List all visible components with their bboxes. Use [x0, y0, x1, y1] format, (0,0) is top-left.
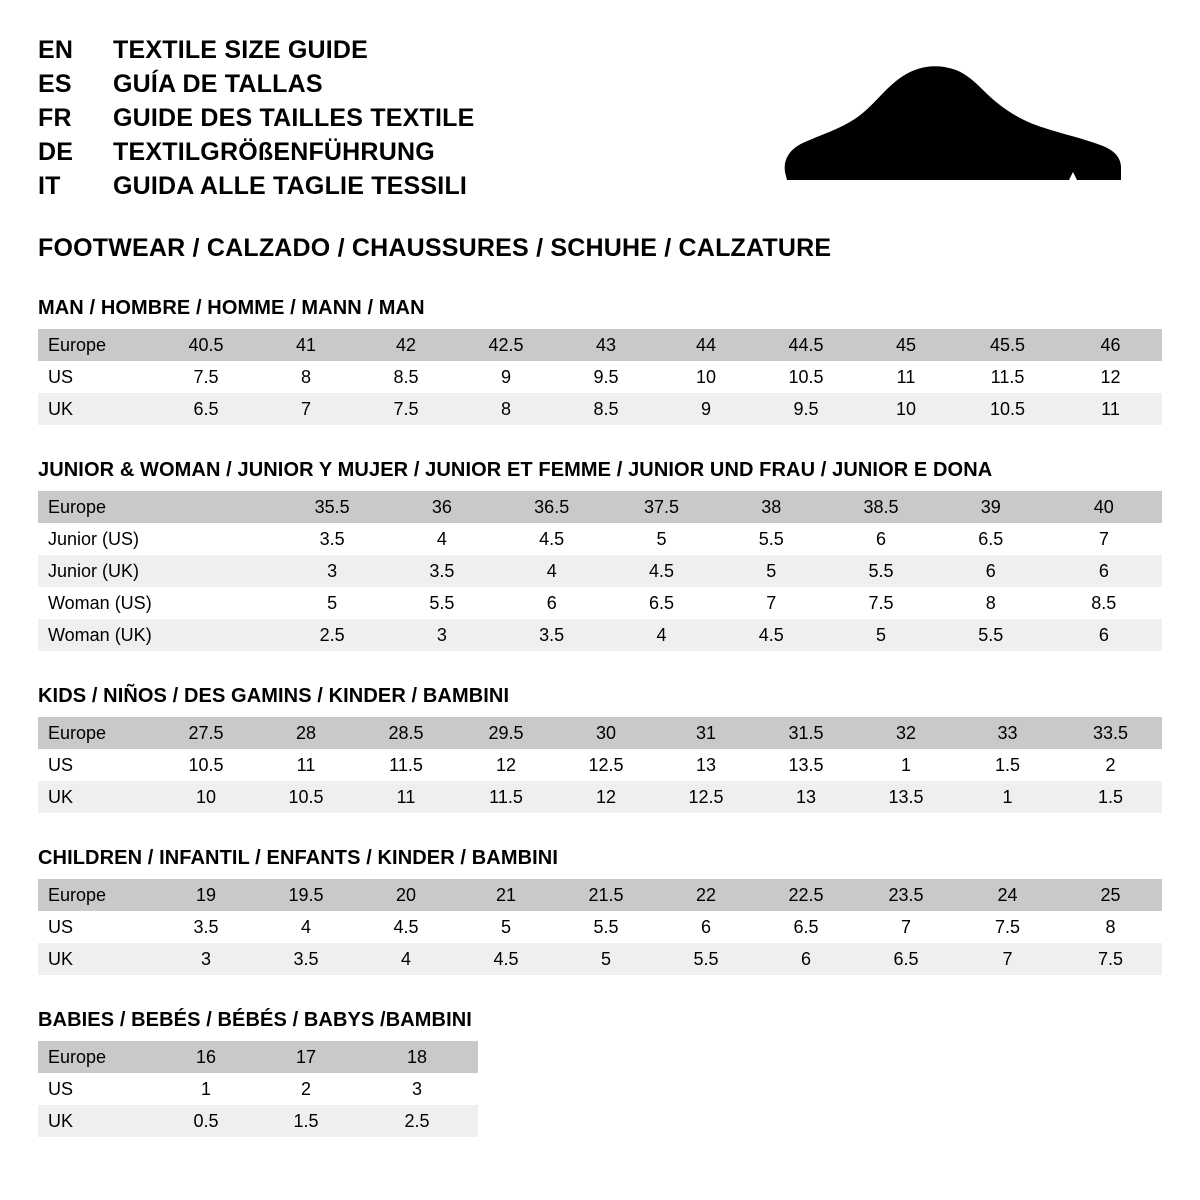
row-label: Europe — [38, 329, 156, 361]
cell: 4.5 — [456, 943, 556, 975]
language-code: FR — [38, 104, 72, 132]
cell: 7 — [256, 393, 356, 425]
section-title: CHILDREN / INFANTIL / ENFANTS / KINDER / BAMBINI — [38, 847, 558, 869]
cell: 3 — [356, 1073, 478, 1105]
cell: 12 — [556, 781, 656, 813]
table-row — [38, 1073, 478, 1105]
cell: 32 — [856, 717, 956, 749]
language-code: IT — [38, 172, 61, 200]
cell: 1.5 — [256, 1105, 356, 1137]
cell: 1 — [956, 781, 1059, 813]
size-table-man — [38, 329, 1162, 425]
cell: 12.5 — [556, 749, 656, 781]
row-label: UK — [38, 943, 156, 975]
cell: 27.5 — [156, 717, 256, 749]
cell: 5.5 — [826, 555, 936, 587]
cell: 35.5 — [277, 491, 387, 523]
cell: 31.5 — [756, 717, 856, 749]
cell: 3 — [387, 619, 497, 651]
cell: 36.5 — [497, 491, 607, 523]
cell: 0.5 — [156, 1105, 256, 1137]
language-row — [38, 72, 475, 97]
cell: 13 — [756, 781, 856, 813]
cell: 9.5 — [556, 361, 656, 393]
cell: 5.5 — [936, 619, 1046, 651]
cell: 4 — [497, 555, 607, 587]
cell: 19 — [156, 879, 256, 911]
cell: 5.5 — [656, 943, 756, 975]
cell: 11 — [856, 361, 956, 393]
cell: 36 — [387, 491, 497, 523]
cell: 2.5 — [277, 619, 387, 651]
cell: 17 — [256, 1041, 356, 1073]
language-code: ES — [38, 70, 72, 98]
cell: 7 — [856, 911, 956, 943]
cell: 8.5 — [356, 361, 456, 393]
cell — [168, 555, 278, 587]
row-label: US — [38, 1073, 156, 1105]
cell: 2 — [256, 1073, 356, 1105]
cell: 45.5 — [956, 329, 1059, 361]
section-junior-woman — [38, 459, 1162, 651]
cell: 22.5 — [756, 879, 856, 911]
cell: 24 — [956, 879, 1059, 911]
cell: 11 — [1059, 393, 1162, 425]
cell: 7 — [716, 587, 826, 619]
cell: 6.5 — [856, 943, 956, 975]
cell: 41 — [256, 329, 356, 361]
cell: 42 — [356, 329, 456, 361]
row-label: US — [38, 749, 156, 781]
cell — [168, 587, 278, 619]
section-title: JUNIOR & WOMAN / JUNIOR Y MUJER / JUNIOR ET FEMME / JUNIOR UND FRAU / JUNIOR E DONA — [38, 459, 993, 481]
cell: 43 — [556, 329, 656, 361]
table-row — [38, 749, 1162, 781]
cell: 12 — [456, 749, 556, 781]
cell — [168, 619, 278, 651]
cell: 20 — [356, 879, 456, 911]
cell: 1 — [156, 1073, 256, 1105]
language-row — [38, 106, 475, 131]
cell: 23.5 — [856, 879, 956, 911]
cell: 3.5 — [277, 523, 387, 555]
language-code: EN — [38, 36, 74, 64]
cell: 9 — [456, 361, 556, 393]
cell: 13 — [656, 749, 756, 781]
cell: 4 — [607, 619, 717, 651]
table-row — [38, 393, 1162, 425]
language-code: DE — [38, 138, 74, 166]
size-table-kids — [38, 717, 1162, 813]
size-table-babies — [38, 1041, 478, 1137]
cell: 7 — [1046, 523, 1162, 555]
header — [38, 30, 1162, 208]
cell: 11.5 — [956, 361, 1059, 393]
cell: 4 — [256, 911, 356, 943]
cell: 40.5 — [156, 329, 256, 361]
cell: 21.5 — [556, 879, 656, 911]
cell: 11.5 — [456, 781, 556, 813]
cell: 10 — [656, 361, 756, 393]
language-list — [38, 38, 475, 208]
cell: 8 — [1059, 911, 1162, 943]
table-row — [38, 1105, 478, 1137]
cell: 4 — [356, 943, 456, 975]
cell: 38 — [716, 491, 826, 523]
cell: 44.5 — [756, 329, 856, 361]
cell: 7 — [956, 943, 1059, 975]
table-row — [38, 555, 1162, 587]
table-row — [38, 717, 1162, 749]
cell: 9.5 — [756, 393, 856, 425]
size-table-children — [38, 879, 1162, 975]
cell: 8 — [936, 587, 1046, 619]
cell: 33.5 — [1059, 717, 1162, 749]
table-row — [38, 587, 1162, 619]
cell: 16 — [156, 1041, 256, 1073]
cell: 9 — [656, 393, 756, 425]
language-title: GUIDA ALLE TAGLIE TESSILI — [113, 172, 468, 200]
cell: 6 — [756, 943, 856, 975]
cell: 28.5 — [356, 717, 456, 749]
cell: 10.5 — [256, 781, 356, 813]
cell: 11.5 — [356, 749, 456, 781]
cell: 5 — [456, 911, 556, 943]
row-label: Europe — [38, 1041, 156, 1073]
cell: 18 — [356, 1041, 478, 1073]
cell: 28 — [256, 717, 356, 749]
row-label: Europe — [38, 879, 156, 911]
row-label: Europe — [38, 491, 168, 523]
cell: 1.5 — [1059, 781, 1162, 813]
section-children — [38, 847, 1162, 975]
cell: 8 — [256, 361, 356, 393]
table-row — [38, 943, 1162, 975]
cell: 5.5 — [716, 523, 826, 555]
dress-shoe-icon — [777, 60, 1127, 195]
table-row — [38, 911, 1162, 943]
row-label: Europe — [38, 717, 156, 749]
table-row — [38, 1041, 478, 1073]
cell: 4.5 — [607, 555, 717, 587]
section-title: BABIES / BEBÉS / BÉBÉS / BABYS /BAMBINI — [38, 1009, 472, 1031]
section-title: MAN / HOMBRE / HOMME / MANN / MAN — [38, 297, 425, 319]
table-row — [38, 781, 1162, 813]
cell: 5.5 — [387, 587, 497, 619]
cell: 6 — [936, 555, 1046, 587]
row-label: US — [38, 361, 156, 393]
cell: 6.5 — [936, 523, 1046, 555]
cell: 6.5 — [156, 393, 256, 425]
cell: 7.5 — [826, 587, 936, 619]
language-row — [38, 174, 475, 199]
cell: 7.5 — [156, 361, 256, 393]
row-label: Woman (US) — [38, 587, 168, 619]
section-title: KIDS / NIÑOS / DES GAMINS / KINDER / BAMBINI — [38, 685, 510, 707]
row-label: Junior (UK) — [38, 555, 168, 587]
cell: 3.5 — [387, 555, 497, 587]
cell: 13.5 — [856, 781, 956, 813]
cell: 8.5 — [1046, 587, 1162, 619]
cell: 6.5 — [607, 587, 717, 619]
section-kids — [38, 685, 1162, 813]
cell: 4.5 — [356, 911, 456, 943]
cell — [168, 491, 278, 523]
language-title: GUIDE DES TAILLES TEXTILE — [113, 104, 475, 132]
language-title: TEXTILGRÖßENFÜHRUNG — [113, 138, 435, 166]
cell: 29.5 — [456, 717, 556, 749]
cell: 4.5 — [716, 619, 826, 651]
cell: 7.5 — [1059, 943, 1162, 975]
table-row — [38, 619, 1162, 651]
cell: 7.5 — [956, 911, 1059, 943]
table-row — [38, 491, 1162, 523]
cell: 5.5 — [556, 911, 656, 943]
cell: 5 — [716, 555, 826, 587]
section-man — [38, 297, 1162, 425]
cell: 30 — [556, 717, 656, 749]
cell: 2.5 — [356, 1105, 478, 1137]
cell: 10.5 — [956, 393, 1059, 425]
cell: 3.5 — [497, 619, 607, 651]
size-table-junior-woman — [38, 491, 1162, 651]
language-row — [38, 140, 475, 165]
cell: 33 — [956, 717, 1059, 749]
cell: 4.5 — [497, 523, 607, 555]
cell: 3 — [277, 555, 387, 587]
cell: 11 — [356, 781, 456, 813]
cell: 6.5 — [756, 911, 856, 943]
cell: 44 — [656, 329, 756, 361]
cell: 40 — [1046, 491, 1162, 523]
cell: 10.5 — [756, 361, 856, 393]
cell: 37.5 — [607, 491, 717, 523]
row-label: US — [38, 911, 156, 943]
cell: 3.5 — [256, 943, 356, 975]
cell: 6 — [826, 523, 936, 555]
cell — [168, 523, 278, 555]
cell: 1.5 — [956, 749, 1059, 781]
cell: 38.5 — [826, 491, 936, 523]
row-label: Junior (US) — [38, 523, 168, 555]
table-row — [38, 523, 1162, 555]
language-row — [38, 38, 475, 63]
cell: 7.5 — [356, 393, 456, 425]
table-row — [38, 879, 1162, 911]
cell: 10.5 — [156, 749, 256, 781]
row-label: UK — [38, 781, 156, 813]
cell: 2 — [1059, 749, 1162, 781]
cell: 5 — [826, 619, 936, 651]
cell: 12.5 — [656, 781, 756, 813]
cell: 31 — [656, 717, 756, 749]
table-row — [38, 329, 1162, 361]
cell: 8 — [456, 393, 556, 425]
cell: 21 — [456, 879, 556, 911]
cell: 19.5 — [256, 879, 356, 911]
cell: 22 — [656, 879, 756, 911]
cell: 6 — [1046, 555, 1162, 587]
cell: 6 — [497, 587, 607, 619]
cell: 10 — [156, 781, 256, 813]
cell: 25 — [1059, 879, 1162, 911]
cell: 5 — [607, 523, 717, 555]
cell: 5 — [277, 587, 387, 619]
table-row — [38, 361, 1162, 393]
cell: 10 — [856, 393, 956, 425]
cell: 42.5 — [456, 329, 556, 361]
cell: 13.5 — [756, 749, 856, 781]
cell: 4 — [387, 523, 497, 555]
cell: 12 — [1059, 361, 1162, 393]
cell: 1 — [856, 749, 956, 781]
row-label: Woman (UK) — [38, 619, 168, 651]
cell: 39 — [936, 491, 1046, 523]
cell: 11 — [256, 749, 356, 781]
cell: 46 — [1059, 329, 1162, 361]
cell: 45 — [856, 329, 956, 361]
row-label: UK — [38, 1105, 156, 1137]
cell: 5 — [556, 943, 656, 975]
cell: 3 — [156, 943, 256, 975]
cell: 8.5 — [556, 393, 656, 425]
page-subtitle: FOOTWEAR / CALZADO / CHAUSSURES / SCHUHE / CALZATURE — [38, 234, 832, 262]
cell: 6 — [656, 911, 756, 943]
language-title: TEXTILE SIZE GUIDE — [113, 36, 369, 64]
cell: 3.5 — [156, 911, 256, 943]
row-label: UK — [38, 393, 156, 425]
language-title: GUÍA DE TALLAS — [113, 70, 323, 98]
cell: 6 — [1046, 619, 1162, 651]
section-babies — [38, 1009, 1162, 1137]
